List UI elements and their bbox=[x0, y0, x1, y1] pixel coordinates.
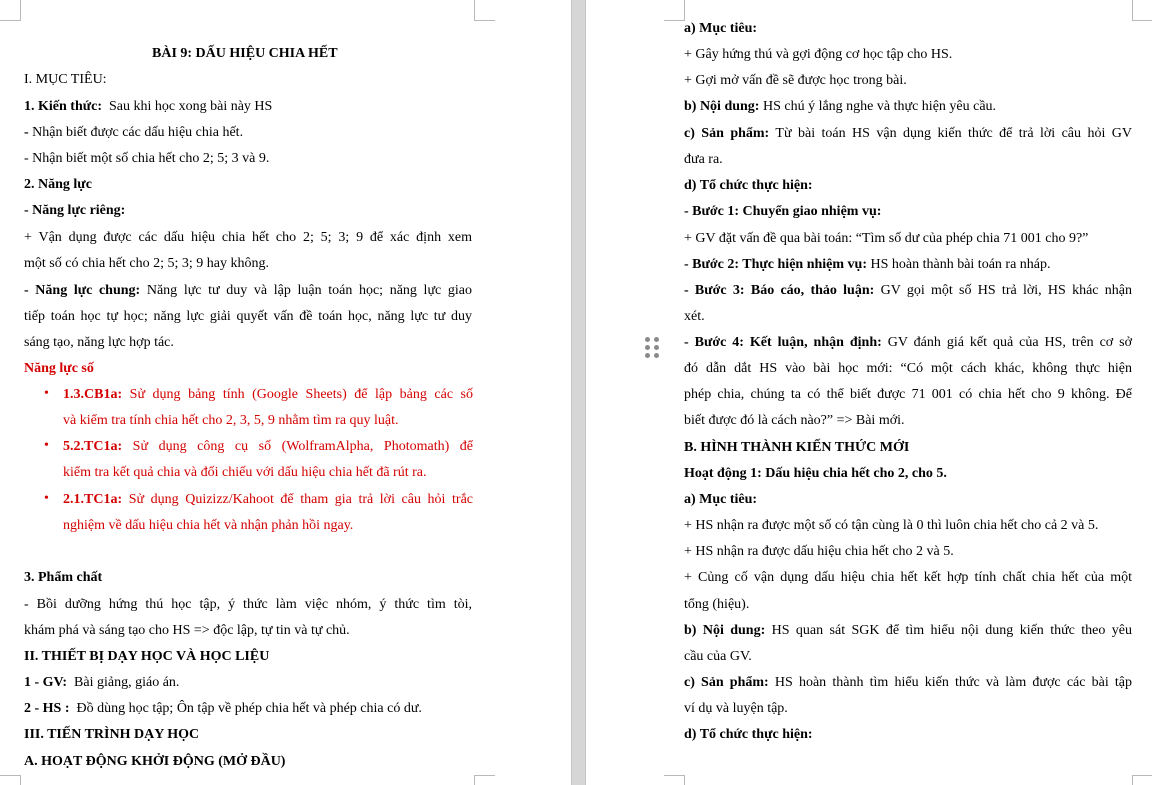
pham-chat-line-1: - Bồi dưỡng hứng thú học tập, ý thức làm việc nhóm, ý thức tìm tòi, bbox=[24, 597, 472, 612]
grip-dot bbox=[645, 353, 650, 358]
kien-thuc-item-1 bbox=[24, 123, 243, 143]
hd1-muc-tieu-line-3: + Củng cố vận dụng dấu hiệu chia hết kết hợp tính chất chia hết của một bbox=[684, 570, 1132, 585]
b-noi-dung-line bbox=[684, 97, 996, 117]
bullet-1-code: 1.3.CB1a: bbox=[63, 387, 123, 402]
buoc-2-text: HS hoàn thành bài toán ra nháp. bbox=[870, 257, 1051, 272]
nang-luc-rieng-line-2: một số có chia hết cho 2; 5; 3; 9 hay không. bbox=[24, 256, 269, 271]
b-noi-dung-label: b) Nội dung: bbox=[684, 99, 760, 114]
bullet-2-code: 5.2.TC1a: bbox=[63, 439, 123, 454]
muc-tieu-heading: I. MỤC TIÊU: bbox=[24, 72, 107, 87]
nang-luc-chung-label: - Năng lực chung: bbox=[24, 283, 141, 298]
buoc-4-line-1 bbox=[684, 333, 1132, 353]
page-right[interactable] bbox=[586, 0, 1152, 785]
pham-chat-heading: 3. Phẩm chất bbox=[24, 570, 103, 585]
buoc-3-line-2: xét. bbox=[684, 309, 705, 324]
hs-label: 2 - HS : bbox=[24, 701, 70, 716]
kien-thuc-item-2: - Nhận biết một số chia hết cho 2; 5; 3 và 9. bbox=[24, 151, 270, 166]
hd1-noi-dung-line-2: cầu của GV. bbox=[684, 649, 752, 664]
crop-mark-bottom-left bbox=[0, 775, 21, 785]
hd1-san-pham-text: HS hoàn thành tìm hiểu kiến thức và làm được các bài tập bbox=[774, 675, 1133, 690]
hinh-thanh-heading: B. HÌNH THÀNH KIẾN THỨC MỚI bbox=[684, 440, 910, 455]
gv-text: Bài giảng, giáo án. bbox=[74, 675, 180, 690]
bullet-3-marker: • bbox=[44, 491, 49, 506]
bullet-1-line-1 bbox=[63, 385, 473, 405]
buoc-4-text: GV đánh giá kết quả của HS, trên cơ sở bbox=[887, 335, 1132, 350]
bullet-2-text: Sử dụng công cụ số (WolframAlpha, Photomath) để bbox=[132, 439, 473, 454]
hd1-noi-dung-text: HS quan sát SGK để tìm hiểu nội dung kiến thức theo yêu bbox=[771, 623, 1132, 638]
hd1-muc-tieu-line-4: tổng (hiệu). bbox=[684, 597, 750, 612]
kien-thuc-item-1-dash: - bbox=[24, 125, 29, 140]
page-left[interactable] bbox=[0, 0, 571, 785]
c-san-pham-line-1 bbox=[684, 124, 1132, 144]
hs-text: Đồ dùng học tập; Ôn tập về phép chia hết và phép chia có dư. bbox=[76, 701, 422, 716]
kien-thuc-line bbox=[24, 97, 272, 117]
bullet-1-line-2: và kiểm tra tính chia hết cho 2, 3, 5, 9 nhằm tìm ra quy luật. bbox=[63, 413, 399, 428]
crop-mark-top-left-right-page bbox=[664, 0, 685, 21]
grip-dot bbox=[645, 337, 650, 342]
bullet-1-marker: • bbox=[44, 386, 49, 401]
nang-luc-heading: 2. Năng lực bbox=[24, 177, 92, 192]
crop-mark-bottom-right bbox=[474, 775, 495, 785]
hs-line bbox=[24, 699, 422, 719]
crop-mark-top-right bbox=[474, 0, 495, 21]
bullet-3-text: Sử dụng Quizizz/Kahoot để tham gia trả lời câu hỏi trắc bbox=[128, 492, 473, 507]
lesson-title: BÀI 9: DẤU HIỆU CHIA HẾT bbox=[152, 46, 338, 61]
buoc-3-line-1 bbox=[684, 281, 1132, 301]
b-noi-dung-text: HS chú ý lắng nghe và thực hiện yêu cầu. bbox=[762, 99, 997, 114]
hd1-to-chuc-label: d) Tổ chức thực hiện: bbox=[684, 727, 813, 742]
gv-label: 1 - GV: bbox=[24, 675, 68, 690]
hd1-muc-tieu-line-1: + HS nhận ra được một số có tận cùng là 0 thì luôn chia hết cho cả 2 và 5. bbox=[684, 518, 1099, 533]
buoc-1-text: + GV đặt vấn đề qua bài toán: “Tìm số dư của phép chia 71 001 cho 9?” bbox=[684, 231, 1089, 246]
hd1-san-pham-line-2: ví dụ và luyện tập. bbox=[684, 701, 788, 716]
crop-mark-top-left bbox=[0, 0, 21, 21]
crop-mark-top-right-right-page bbox=[1132, 0, 1152, 21]
nang-luc-chung-line-3: sáng tạo, năng lực hợp tác. bbox=[24, 335, 174, 350]
nang-luc-chung-line-1 bbox=[24, 281, 472, 301]
c-san-pham-text: Từ bài toán HS vận dụng kiến thức để trả lời câu hỏi GV bbox=[775, 126, 1132, 141]
nang-luc-chung-line-2: tiếp toán học tự học; năng lực giải quyết vấn đề toán học, năng lực tư duy bbox=[24, 309, 472, 324]
buoc-1-label: - Bước 1: Chuyển giao nhiệm vụ: bbox=[684, 204, 882, 219]
hd1-noi-dung-label: b) Nội dung: bbox=[684, 623, 766, 638]
buoc-4-line-2: đó dẫn dắt HS vào bài học mới: “Có một cách khác, không thực hiện bbox=[684, 361, 1132, 376]
bullet-2-line-1 bbox=[63, 437, 473, 457]
nang-luc-rieng-label: - Năng lực riêng: bbox=[24, 203, 126, 218]
pham-chat-line-2: khám phá và sáng tạo cho HS => độc lập, tự tin và tự chủ. bbox=[24, 623, 350, 638]
hoat-dong-1-heading: Hoạt động 1: Dấu hiệu chia hết cho 2, cho 5. bbox=[684, 466, 947, 481]
c-san-pham-line-2: đưa ra. bbox=[684, 152, 723, 167]
d-to-chuc-label: d) Tổ chức thực hiện: bbox=[684, 178, 813, 193]
a-muc-tieu-line-1: + Gây hứng thú và gợi động cơ học tập cho HS. bbox=[684, 47, 953, 62]
bullet-3-line-1 bbox=[63, 490, 473, 510]
grip-dot bbox=[654, 353, 659, 358]
buoc-3-text: GV gọi một số HS trả lời, HS khác nhận bbox=[880, 283, 1133, 298]
grip-dot bbox=[645, 345, 650, 350]
hd1-san-pham-line-1 bbox=[684, 673, 1132, 693]
bullet-2-marker: • bbox=[44, 438, 49, 453]
nang-luc-so-heading: Năng lực số bbox=[24, 361, 94, 376]
buoc-4-line-4: biết được đó là cách nào?” => Bài mới. bbox=[684, 413, 905, 428]
bullet-2-line-2: kiểm tra kết quả chia và đối chiếu với dấu hiệu chia hết đã rút ra. bbox=[63, 465, 427, 480]
khoi-dong-heading: A. HOẠT ĐỘNG KHỞI ĐỘNG (MỞ ĐẦU) bbox=[24, 754, 286, 769]
buoc-2-label: - Bước 2: Thực hiện nhiệm vụ: bbox=[684, 257, 867, 272]
crop-mark-bottom-right-right-page bbox=[1132, 775, 1152, 785]
page-gap bbox=[571, 0, 586, 785]
bullet-3-code: 2.1.TC1a: bbox=[63, 492, 123, 507]
a-muc-tieu-label: a) Mục tiêu: bbox=[684, 21, 758, 36]
kien-thuc-label: 1. Kiến thức: bbox=[24, 99, 103, 114]
c-san-pham-label: c) Sản phẩm: bbox=[684, 126, 770, 141]
buoc-2-line bbox=[684, 255, 1051, 275]
grip-dot bbox=[654, 337, 659, 342]
hd1-noi-dung-line-1 bbox=[684, 621, 1132, 641]
tien-trinh-heading: III. TIẾN TRÌNH DẠY HỌC bbox=[24, 727, 200, 742]
a-muc-tieu-line-2: + Gợi mở vấn đề sẽ được học trong bài. bbox=[684, 73, 907, 88]
hd1-muc-tieu-line-2: + HS nhận ra được dấu hiệu chia hết cho 2 và 5. bbox=[684, 544, 954, 559]
buoc-4-line-3: phép chia, chúng ta có thể biết được 71 001 có chia hết cho 9 không. Để bbox=[684, 387, 1132, 402]
thiet-bi-heading: II. THIẾT BỊ DẠY HỌC VÀ HỌC LIỆU bbox=[24, 649, 270, 664]
bullet-1-text: Sử dụng bảng tính (Google Sheets) để lập bảng các số bbox=[129, 387, 474, 402]
kien-thuc-text: Sau khi học xong bài này HS bbox=[109, 99, 273, 114]
hd1-san-pham-label: c) Sản phẩm: bbox=[684, 675, 769, 690]
bullet-3-line-2: nghiệm về dấu hiệu chia hết và nhận phản hồi ngay. bbox=[63, 518, 354, 533]
grip-dot bbox=[654, 345, 659, 350]
paragraph-drag-handle-icon[interactable] bbox=[645, 337, 657, 359]
kien-thuc-item-1-text: Nhận biết được các dấu hiệu chia hết. bbox=[32, 125, 244, 140]
buoc-3-label: - Bước 3: Báo cáo, thảo luận: bbox=[684, 283, 875, 298]
nang-luc-chung-text: Năng lực tư duy và lập luận toán học; năng lực giao bbox=[146, 283, 472, 298]
hd1-muc-tieu-label: a) Mục tiêu: bbox=[684, 492, 758, 507]
gv-line bbox=[24, 673, 179, 693]
buoc-4-label: - Bước 4: Kết luận, nhận định: bbox=[684, 335, 882, 350]
nang-luc-rieng-line-1: + Vận dụng được các dấu hiệu chia hết cho 2; 5; 3; 9 để xác định xem bbox=[24, 230, 472, 245]
crop-mark-bottom-left-right-page bbox=[664, 775, 685, 785]
